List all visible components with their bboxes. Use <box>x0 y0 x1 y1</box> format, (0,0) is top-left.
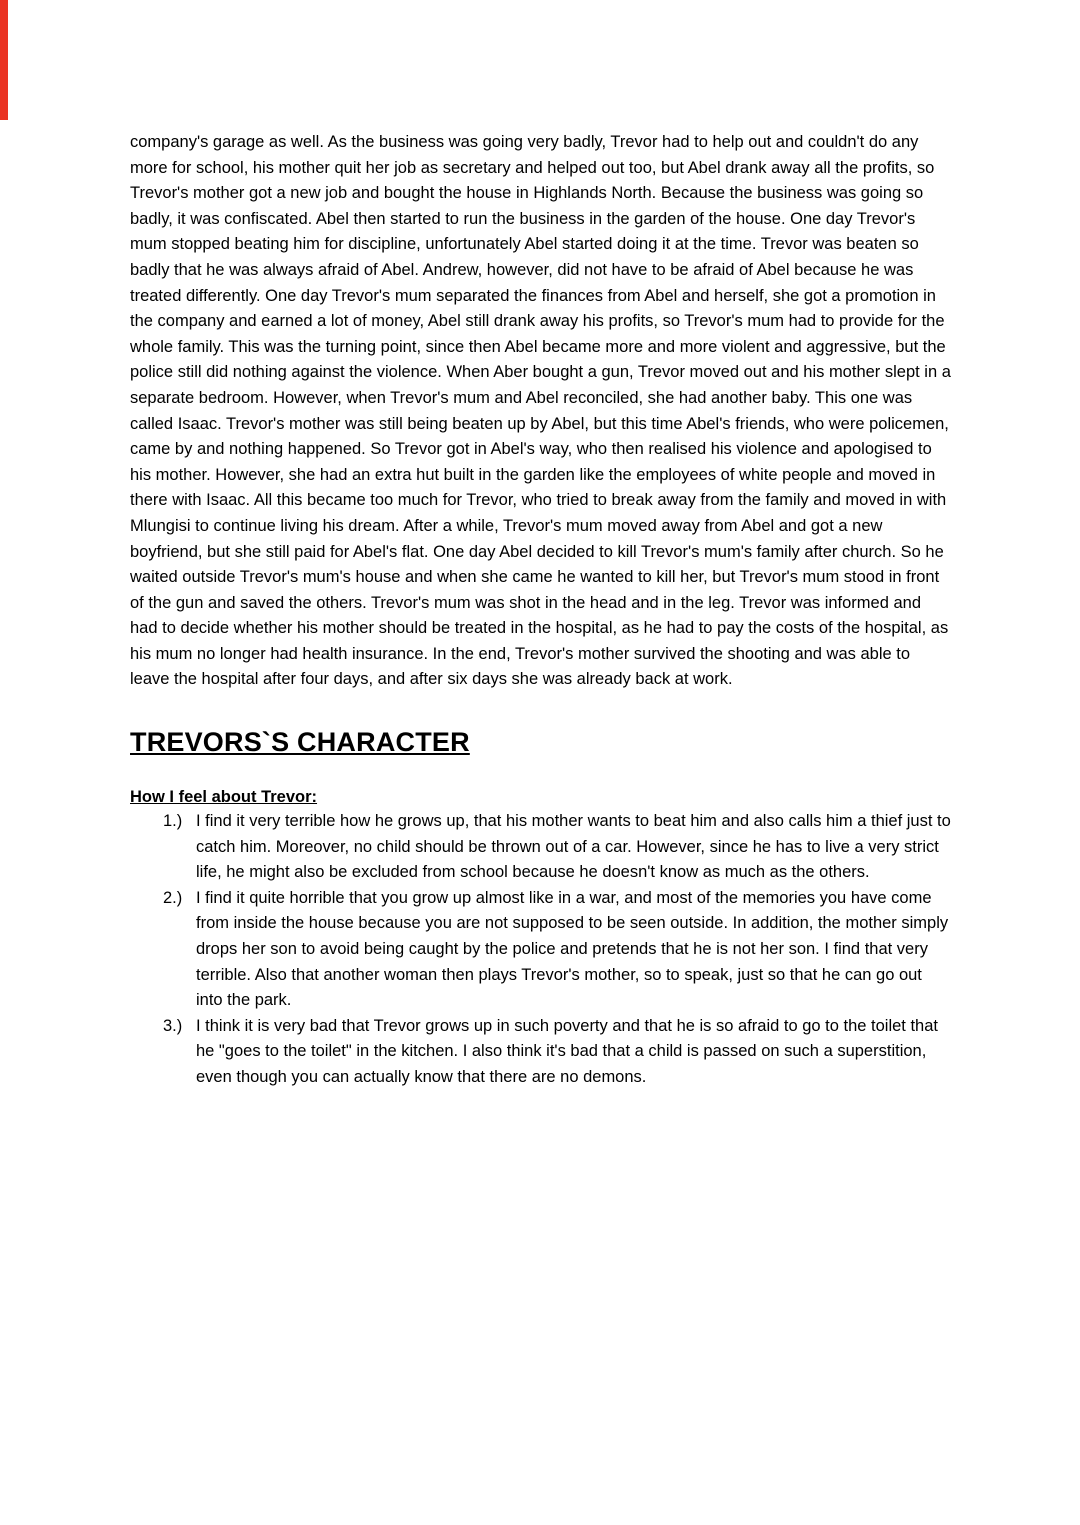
list-item-text: I think it is very bad that Trevor grows up in such poverty and that he is so afraid to go to the toilet that he "goes to the toilet" in the kitchen. I also think it's bad that a child is passed on such a superstition, even though you can actually know that there are no demons. <box>196 1016 938 1086</box>
list-item-text: I find it very terrible how he grows up, that his mother wants to beat him and also calls him a thief just to catch him. Moreover, no child should be thrown out of a car. However, since he has to live a very strict life, he might also be excluded from school because he doesn't know as much as the others. <box>196 812 951 882</box>
left-edge-red-marker <box>0 0 8 120</box>
list-item <box>130 886 952 1014</box>
document-content <box>130 130 952 1091</box>
list-item <box>130 809 952 886</box>
list-number: 1.) <box>163 812 183 831</box>
summary-paragraph: company's garage as well. As the business was going very badly, Trevor had to help out and couldn't do any more for school, his mother quit her job as secretary and helped out too, but Abel drank away all the profits, so Trevor's mother got a new job and bought the house in Highlands North. Because the business was going so badly, it was confiscated. Abel then started to run the business in the garden of the house. One day Trevor's mum stopped beating him for discipline, unfortunately Abel started doing it at the time. Trevor was beaten so badly that he was always afraid of Abel. Andrew, however, did not have to be afraid of Abel because he was treated differently. One day Trevor's mum separated the finances from Abel and herself, she got a promotion in the company and earned a lot of money, Abel still drank away his profits, so Trevor's mum had to provide for the whole family. This was the turning point, since then Abel became more and more violent and aggressive, but the police still did nothing against the violence. When Aber bought a gun, Trevor moved out and his mother slept in a separate bedroom. However, when Trevor's mum and Abel reconciled, she had another baby. This one was called Isaac. Trevor's mother was still being beaten up by Abel, but this time Abel's friends, who were policemen, came by and nothing happened. So Trevor got in Abel's way, who then realised his violence and apologised to his mother. However, she had an extra hut built in the garden like the employees of white people and moved in there with Isaac. All this became too much for Trevor, who tried to break away from the family and moved in with Mlungisi to continue living his dream. After a while, Trevor's mum moved away from Abel and got a new boyfriend, but she still paid for Abel's flat. One day Abel decided to kill Trevor's mum's family after church. So he waited outside Trevor's mum's house and when she came he wanted to kill her, but Trevor's mum stood in front of the gun and saved the others. Trevor's mum was shot in the head and in the leg. Trevor was informed and had to decide whether his mother should be treated in the hospital, as he had to pay the costs of the hospital, as his mum no longer had health insurance. In the end, Trevor's mother survived the shooting and was able to leave the hospital after four days, and after six days she was already back at work. <box>130 133 951 689</box>
list-number: 2.) <box>163 888 183 907</box>
subheading-how-i-feel: How I feel about Trevor: <box>130 788 318 807</box>
list-item <box>130 1014 952 1091</box>
list-number: 3.) <box>163 1016 183 1035</box>
list-item-text: I find it quite horrible that you grow up almost like in a war, and most of the memories you have come from inside the house because you are not supposed to be seen outside. In addition, the mother simply drops her son to avoid being caught by the police and pretends that he is not her son. I find that very terrible. Also that another woman then plays Trevor's mother, so to speak, just so that he can go out into the park. <box>196 888 949 1010</box>
feelings-list <box>130 809 952 1091</box>
section-heading: TREVORS`S CHARACTER <box>130 727 470 758</box>
